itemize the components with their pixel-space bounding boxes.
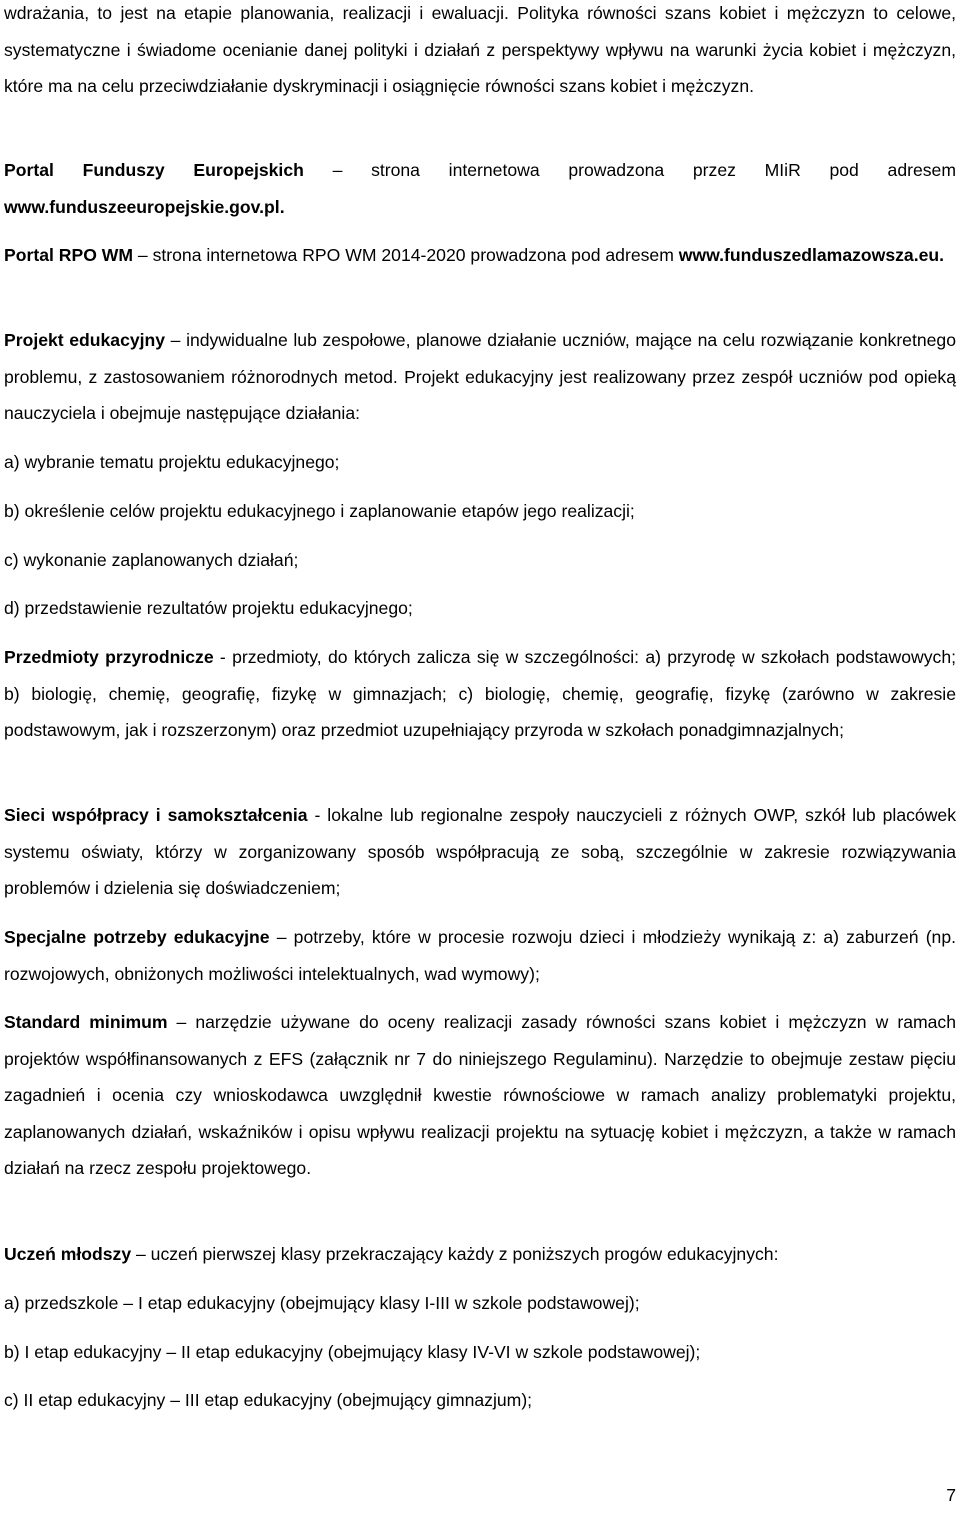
term-sieci: Sieci współpracy i samokształcenia [4, 805, 308, 825]
portal-fe-link[interactable]: www.funduszeeuropejskie.gov.pl [4, 196, 280, 217]
definition-sieci [4, 797, 956, 907]
definition-portal-rpo [4, 237, 956, 274]
definition-text: - przedmioty, do których zalicza się w szczególności: a) przyrodę w szkołach podstawowych; b) biologię, chemię, geografię, fizykę w gimnazjach; c) biologię, chemię, geografię, fizykę (zarówno w zakresie podstawowym, jak i rozszerzonym) oraz przedmiot uzupełniający przyroda w szkołach ponadgimnazjalnych; [4, 647, 956, 740]
definition-uczen [4, 1236, 956, 1273]
dash: – [165, 330, 187, 350]
definition-text: strona internetowa prowadzona przez MIiR pod adresem [371, 160, 956, 180]
term-portal-fe: Portal Funduszy Europejskich [4, 160, 304, 180]
link-tail: . [279, 196, 285, 217]
definition-przedmioty [4, 639, 956, 749]
definition-portal-fe [4, 152, 956, 225]
dash: – [303, 160, 372, 180]
dash: – [167, 1012, 196, 1032]
definition-text: strona internetowa RPO WM 2014-2020 prowadzona pod adresem [152, 245, 679, 265]
uczen-list-item: a) przedszkole – I etap edukacyjny (obejmujący klasy I-III w szkole podstawowej); [4, 1293, 640, 1313]
term-specjalne: Specjalne potrzeby edukacyjne [4, 927, 270, 947]
term-uczen: Uczeń młodszy [4, 1244, 132, 1264]
term-standard: Standard minimum [4, 1012, 168, 1032]
intro-text: wdrażania, to jest na etapie planowania, realizacji i ewaluacji. Polityka równości szans kobiet i mężczyzn to celowe, systematyczne i świadome ocenianie danej polityki i działań z perspektywy wpływu na warunki życia kobiet i mężczyzn, które ma na celu przeciwdziałanie dyskryminacji i osiągnięcie równości szans kobiet i mężczyzn. [4, 3, 956, 96]
portal-rpo-link[interactable]: www.funduszedlamazowsza.eu [678, 245, 940, 265]
term-portal-rpo: Portal RPO WM [4, 245, 134, 265]
projekt-list-item: b) określenie celów projektu edukacyjnego i zaplanowanie etapów jego realizacji; [4, 501, 635, 521]
definition-text: uczeń pierwszej klasy przekraczający każdy z poniższych progów edukacyjnych: [150, 1244, 779, 1264]
projekt-list-item: a) wybranie tematu projektu edukacyjnego; [4, 452, 340, 472]
uczen-list-item: c) II etap edukacyjny – III etap edukacyjny (obejmujący gimnazjum); [4, 1390, 533, 1410]
projekt-list-item: d) przedstawienie rezultatów projektu edukacyjnego; [4, 598, 413, 618]
intro-paragraph [4, 0, 956, 105]
definition-specjalne [4, 919, 956, 992]
dash: – [131, 1244, 151, 1264]
link-tail: . [939, 245, 945, 265]
projekt-list-item: c) wykonanie zaplanowanych działań; [4, 550, 299, 570]
dash: – [269, 927, 294, 947]
definition-text: - lokalne lub regionalne zespoły nauczycieli z różnych OWP, szkół lub placówek systemu oświaty, którzy w zorganizowany sposób współpracują ze sobą, szczególnie w zakresie rozwiązywania problemów i dzielenia się doświadczeniem; [4, 805, 956, 898]
dash: – [133, 245, 153, 265]
definition-standard [4, 1004, 956, 1187]
definition-projekt [4, 322, 956, 432]
definition-text: potrzeby, które w procesie rozwoju dzieci i młodzieży wynikają z: a) zaburzeń (np. rozwojowych, obniżonych możliwości intelektualnych, wad wymowy); [4, 927, 957, 984]
uczen-list-item: b) I etap edukacyjny – II etap edukacyjny (obejmujący klasy IV-VI w szkole podstawowej); [4, 1342, 701, 1362]
definition-text: narzędzie używane do oceny realizacji zasady równości szans kobiet i mężczyzn w ramach projektów współfinansowanych z EFS (załącznik nr 7 do niniejszego Regulaminu). Narzędzie to obejmuje zestaw pięciu zagadnień i ocenia czy wnioskodawca uwzględnił kwestie równościowe w ramach analizy problematyki projektu, zaplanowanych działań, wskaźników i opisu wpływu realizacji projektu na sytuację kobiet i mężczyzn, a także w ramach działań na rzecz zespołu projektowego. [4, 1012, 957, 1178]
page-number: 7 [946, 1485, 956, 1505]
definition-text: indywidualne lub zespołowe, planowe działanie uczniów, mające na celu rozwiązanie konkretnego problemu, z zastosowaniem różnorodnych metod. Projekt edukacyjny jest realizowany przez zespół uczniów pod opieką nauczyciela i obejmuje następujące działania: [4, 330, 956, 423]
term-przedmioty: Przedmioty przyrodnicze [4, 647, 214, 667]
term-projekt: Projekt edukacyjny [4, 330, 166, 350]
